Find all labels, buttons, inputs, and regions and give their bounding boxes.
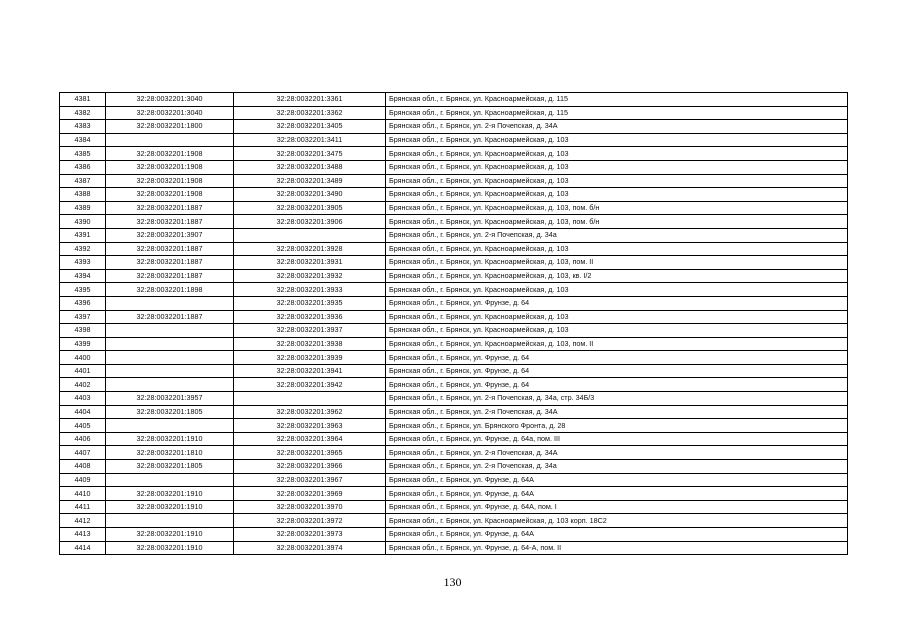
- parcel-cadastral-number-cell: 32:28:0032201:1908: [106, 174, 234, 188]
- address-cell: Брянская обл., г. Брянск, ул. 2-я Почепская, д. 34а: [386, 228, 848, 242]
- parcel-cadastral-number-cell: 32:28:0032201:1887: [106, 269, 234, 283]
- address-cell: Брянская обл., г. Брянск, ул. 2-я Почепская, д. 34А: [386, 405, 848, 419]
- address-cell: Брянская обл., г. Брянск, ул. Красноармейская, д. 103, кв. I/2: [386, 269, 848, 283]
- address-cell: Брянская обл., г. Брянск, ул. Фрунзе, д. 64: [386, 296, 848, 310]
- table-row: [60, 201, 848, 215]
- object-cadastral-number-cell: 32:28:0032201:3962: [234, 405, 386, 419]
- object-cadastral-number-cell: [234, 392, 386, 406]
- table-row: [60, 188, 848, 202]
- table-row: [60, 473, 848, 487]
- address-cell: Брянская обл., г. Брянск, ул. Фрунзе, д. 64А: [386, 528, 848, 542]
- object-cadastral-number-cell: 32:28:0032201:3973: [234, 528, 386, 542]
- object-cadastral-number-cell: 32:28:0032201:3970: [234, 500, 386, 514]
- row-number-cell: 4409: [60, 473, 106, 487]
- row-number-cell: 4412: [60, 514, 106, 528]
- table-row: [60, 283, 848, 297]
- parcel-cadastral-number-cell: [106, 473, 234, 487]
- object-cadastral-number-cell: 32:28:0032201:3361: [234, 93, 386, 107]
- address-cell: Брянская обл., г. Брянск, ул. Фрунзе, д. 64: [386, 378, 848, 392]
- table-row: [60, 432, 848, 446]
- address-cell: Брянская обл., г. Брянск, ул. 2-я Почепская, д. 34А: [386, 120, 848, 134]
- address-cell: Брянская обл., г. Брянск, ул. Фрунзе, д. 64: [386, 364, 848, 378]
- row-number-cell: 4392: [60, 242, 106, 256]
- address-cell: Брянская обл., г. Брянск, ул. Красноармейская, д. 115: [386, 93, 848, 107]
- object-cadastral-number-cell: 32:28:0032201:3411: [234, 133, 386, 147]
- address-cell: Брянская обл., г. Брянск, ул. Красноармейская, д. 103: [386, 242, 848, 256]
- parcel-cadastral-number-cell: 32:28:0032201:1805: [106, 405, 234, 419]
- row-number-cell: 4401: [60, 364, 106, 378]
- parcel-cadastral-number-cell: [106, 296, 234, 310]
- row-number-cell: 4399: [60, 337, 106, 351]
- table-row: [60, 120, 848, 134]
- row-number-cell: 4396: [60, 296, 106, 310]
- object-cadastral-number-cell: 32:28:0032201:3942: [234, 378, 386, 392]
- address-cell: Брянская обл., г. Брянск, ул. Фрунзе, д. 64А: [386, 487, 848, 501]
- row-number-cell: 4406: [60, 432, 106, 446]
- row-number-cell: 4386: [60, 160, 106, 174]
- table-row: [60, 174, 848, 188]
- address-cell: Брянская обл., г. Брянск, ул. Красноармейская, д. 103, пом. II: [386, 337, 848, 351]
- parcel-cadastral-number-cell: 32:28:0032201:1908: [106, 160, 234, 174]
- address-cell: Брянская обл., г. Брянск, ул. Брянского Фронта, д. 28: [386, 419, 848, 433]
- row-number-cell: 4384: [60, 133, 106, 147]
- row-number-cell: 4388: [60, 188, 106, 202]
- object-cadastral-number-cell: 32:28:0032201:3933: [234, 283, 386, 297]
- address-cell: Брянская обл., г. Брянск, ул. Фрунзе, д. 64А, пом. I: [386, 500, 848, 514]
- parcel-cadastral-number-cell: [106, 324, 234, 338]
- object-cadastral-number-cell: 32:28:0032201:3974: [234, 541, 386, 555]
- parcel-cadastral-number-cell: 32:28:0032201:3040: [106, 93, 234, 107]
- object-cadastral-number-cell: 32:28:0032201:3928: [234, 242, 386, 256]
- address-cell: Брянская обл., г. Брянск, ул. 2-я Почепская, д. 34а, стр. 34Б/3: [386, 392, 848, 406]
- object-cadastral-number-cell: 32:28:0032201:3963: [234, 419, 386, 433]
- address-cell: Брянская обл., г. Брянск, ул. Красноармейская, д. 103, пом. б/н: [386, 215, 848, 229]
- parcel-cadastral-number-cell: 32:28:0032201:1910: [106, 487, 234, 501]
- table-row: [60, 378, 848, 392]
- address-cell: Брянская обл., г. Брянск, ул. Красноармейская, д. 103: [386, 310, 848, 324]
- address-cell: Брянская обл., г. Брянск, ул. Фрунзе, д. 64А: [386, 473, 848, 487]
- parcel-cadastral-number-cell: 32:28:0032201:1910: [106, 500, 234, 514]
- table-row: [60, 337, 848, 351]
- table-row: [60, 147, 848, 161]
- table-row: [60, 106, 848, 120]
- row-number-cell: 4407: [60, 446, 106, 460]
- row-number-cell: 4385: [60, 147, 106, 161]
- row-number-cell: 4414: [60, 541, 106, 555]
- parcel-cadastral-number-cell: [106, 337, 234, 351]
- parcel-cadastral-number-cell: 32:28:0032201:1908: [106, 147, 234, 161]
- object-cadastral-number-cell: 32:28:0032201:3937: [234, 324, 386, 338]
- table-row: [60, 256, 848, 270]
- row-number-cell: 4408: [60, 460, 106, 474]
- address-cell: Брянская обл., г. Брянск, ул. Фрунзе, д. 64-А, пом. II: [386, 541, 848, 555]
- page-number: 130: [443, 575, 462, 589]
- row-number-cell: 4394: [60, 269, 106, 283]
- table-row: [60, 514, 848, 528]
- object-cadastral-number-cell: 32:28:0032201:3905: [234, 201, 386, 215]
- row-number-cell: 4413: [60, 528, 106, 542]
- table-row: [60, 215, 848, 229]
- table-row: [60, 296, 848, 310]
- table-row: [60, 351, 848, 365]
- table-row: [60, 269, 848, 283]
- row-number-cell: 4393: [60, 256, 106, 270]
- parcel-cadastral-number-cell: 32:28:0032201:1908: [106, 188, 234, 202]
- parcel-cadastral-number-cell: [106, 378, 234, 392]
- address-cell: Брянская обл., г. Брянск, ул. Красноармейская, д. 103: [386, 174, 848, 188]
- object-cadastral-number-cell: 32:28:0032201:3935: [234, 296, 386, 310]
- parcel-cadastral-number-cell: [106, 514, 234, 528]
- object-cadastral-number-cell: 32:28:0032201:3938: [234, 337, 386, 351]
- parcel-cadastral-number-cell: [106, 364, 234, 378]
- table-row: [60, 460, 848, 474]
- address-cell: Брянская обл., г. Брянск, ул. Красноармейская, д. 103: [386, 283, 848, 297]
- table-row: [60, 392, 848, 406]
- parcel-cadastral-number-cell: 32:28:0032201:1910: [106, 432, 234, 446]
- address-cell: Брянская обл., г. Брянск, ул. Красноармейская, д. 103: [386, 324, 848, 338]
- table-row: [60, 93, 848, 107]
- address-cell: Брянская обл., г. Брянск, ул. Красноармейская, д. 103: [386, 188, 848, 202]
- row-number-cell: 4404: [60, 405, 106, 419]
- address-cell: Брянская обл., г. Брянск, ул. Красноармейская, д. 115: [386, 106, 848, 120]
- table-row: [60, 324, 848, 338]
- row-number-cell: 4391: [60, 228, 106, 242]
- row-number-cell: 4397: [60, 310, 106, 324]
- object-cadastral-number-cell: [234, 228, 386, 242]
- object-cadastral-number-cell: 32:28:0032201:3932: [234, 269, 386, 283]
- row-number-cell: 4389: [60, 201, 106, 215]
- row-number-cell: 4381: [60, 93, 106, 107]
- table-row: [60, 160, 848, 174]
- object-cadastral-number-cell: 32:28:0032201:3964: [234, 432, 386, 446]
- address-cell: Брянская обл., г. Брянск, ул. Красноармейская, д. 103, пом. II: [386, 256, 848, 270]
- parcel-cadastral-number-cell: 32:28:0032201:1887: [106, 215, 234, 229]
- address-cell: Брянская обл., г. Брянск, ул. 2-я Почепская, д. 34а: [386, 460, 848, 474]
- table-row: [60, 133, 848, 147]
- row-number-cell: 4400: [60, 351, 106, 365]
- table-row: [60, 242, 848, 256]
- parcel-cadastral-number-cell: 32:28:0032201:1800: [106, 120, 234, 134]
- row-number-cell: 4382: [60, 106, 106, 120]
- parcel-cadastral-number-cell: 32:28:0032201:1887: [106, 242, 234, 256]
- object-cadastral-number-cell: 32:28:0032201:3972: [234, 514, 386, 528]
- object-cadastral-number-cell: 32:28:0032201:3936: [234, 310, 386, 324]
- object-cadastral-number-cell: 32:28:0032201:3939: [234, 351, 386, 365]
- object-cadastral-number-cell: 32:28:0032201:3966: [234, 460, 386, 474]
- registry-table: [59, 92, 848, 555]
- table-row: [60, 541, 848, 555]
- table-row: [60, 405, 848, 419]
- address-cell: Брянская обл., г. Брянск, ул. Красноармейская, д. 103 корп. 18С2: [386, 514, 848, 528]
- address-cell: Брянская обл., г. Брянск, ул. Фрунзе, д. 64: [386, 351, 848, 365]
- registry-table-body: [60, 93, 848, 555]
- row-number-cell: 4410: [60, 487, 106, 501]
- parcel-cadastral-number-cell: 32:28:0032201:3907: [106, 228, 234, 242]
- object-cadastral-number-cell: 32:28:0032201:3969: [234, 487, 386, 501]
- row-number-cell: 4411: [60, 500, 106, 514]
- parcel-cadastral-number-cell: 32:28:0032201:1887: [106, 256, 234, 270]
- parcel-cadastral-number-cell: [106, 419, 234, 433]
- row-number-cell: 4387: [60, 174, 106, 188]
- table-row: [60, 364, 848, 378]
- table-row: [60, 500, 848, 514]
- object-cadastral-number-cell: 32:28:0032201:3488: [234, 160, 386, 174]
- address-cell: Брянская обл., г. Брянск, ул. Красноармейская, д. 103: [386, 133, 848, 147]
- object-cadastral-number-cell: 32:28:0032201:3475: [234, 147, 386, 161]
- table-row: [60, 228, 848, 242]
- table-row: [60, 487, 848, 501]
- address-cell: Брянская обл., г. Брянск, ул. Красноармейская, д. 103: [386, 147, 848, 161]
- parcel-cadastral-number-cell: 32:28:0032201:1910: [106, 541, 234, 555]
- parcel-cadastral-number-cell: 32:28:0032201:1887: [106, 201, 234, 215]
- parcel-cadastral-number-cell: [106, 133, 234, 147]
- parcel-cadastral-number-cell: [106, 351, 234, 365]
- row-number-cell: 4402: [60, 378, 106, 392]
- row-number-cell: 4398: [60, 324, 106, 338]
- row-number-cell: 4405: [60, 419, 106, 433]
- address-cell: Брянская обл., г. Брянск, ул. Красноармейская, д. 103, пом. б/н: [386, 201, 848, 215]
- object-cadastral-number-cell: 32:28:0032201:3405: [234, 120, 386, 134]
- object-cadastral-number-cell: 32:28:0032201:3931: [234, 256, 386, 270]
- parcel-cadastral-number-cell: 32:28:0032201:1887: [106, 310, 234, 324]
- object-cadastral-number-cell: 32:28:0032201:3941: [234, 364, 386, 378]
- table-row: [60, 446, 848, 460]
- object-cadastral-number-cell: 32:28:0032201:3362: [234, 106, 386, 120]
- object-cadastral-number-cell: 32:28:0032201:3967: [234, 473, 386, 487]
- parcel-cadastral-number-cell: 32:28:0032201:1805: [106, 460, 234, 474]
- object-cadastral-number-cell: 32:28:0032201:3490: [234, 188, 386, 202]
- object-cadastral-number-cell: 32:28:0032201:3906: [234, 215, 386, 229]
- parcel-cadastral-number-cell: 32:28:0032201:3040: [106, 106, 234, 120]
- object-cadastral-number-cell: 32:28:0032201:3965: [234, 446, 386, 460]
- address-cell: Брянская обл., г. Брянск, ул. Красноармейская, д. 103: [386, 160, 848, 174]
- parcel-cadastral-number-cell: 32:28:0032201:1810: [106, 446, 234, 460]
- address-cell: Брянская обл., г. Брянск, ул. Фрунзе, д. 64а, пом. III: [386, 432, 848, 446]
- row-number-cell: 4390: [60, 215, 106, 229]
- table-row: [60, 310, 848, 324]
- row-number-cell: 4395: [60, 283, 106, 297]
- object-cadastral-number-cell: 32:28:0032201:3489: [234, 174, 386, 188]
- row-number-cell: 4383: [60, 120, 106, 134]
- row-number-cell: 4403: [60, 392, 106, 406]
- parcel-cadastral-number-cell: 32:28:0032201:1910: [106, 528, 234, 542]
- address-cell: Брянская обл., г. Брянск, ул. 2-я Почепская, д. 34А: [386, 446, 848, 460]
- table-row: [60, 528, 848, 542]
- table-row: [60, 419, 848, 433]
- parcel-cadastral-number-cell: 32:28:0032201:1898: [106, 283, 234, 297]
- parcel-cadastral-number-cell: 32:28:0032201:3957: [106, 392, 234, 406]
